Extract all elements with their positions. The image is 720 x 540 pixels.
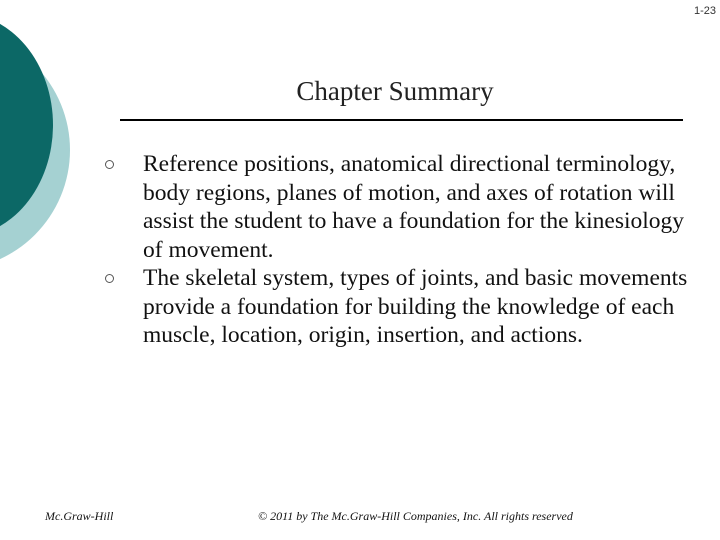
bullet-list — [100, 150, 690, 350]
bullet-item — [100, 264, 690, 350]
bullet-item — [100, 150, 690, 264]
bullet-text: The skeletal system, types of joints, and basic movements provide a foundation for building the knowledge of each muscle, location, origin, insertion, and actions. — [143, 265, 688, 348]
page-number: 1-23 — [693, 5, 716, 17]
copyright-footer: © 2011 by The Mc.Graw-Hill Companies, Inc. All rights reserved — [258, 509, 573, 523]
slide-title: Chapter Summary — [296, 76, 494, 106]
hollow-circle-bullet-icon — [105, 274, 114, 283]
hollow-circle-bullet-icon — [105, 160, 114, 169]
bullet-text: Reference positions, anatomical directional terminology, body regions, planes of motion, and axes of rotation will assist the student to have a foundation for the kinesiology of movement. — [143, 151, 685, 263]
title-underline — [120, 119, 683, 121]
publisher-footer: Mc.Graw-Hill — [45, 509, 114, 523]
